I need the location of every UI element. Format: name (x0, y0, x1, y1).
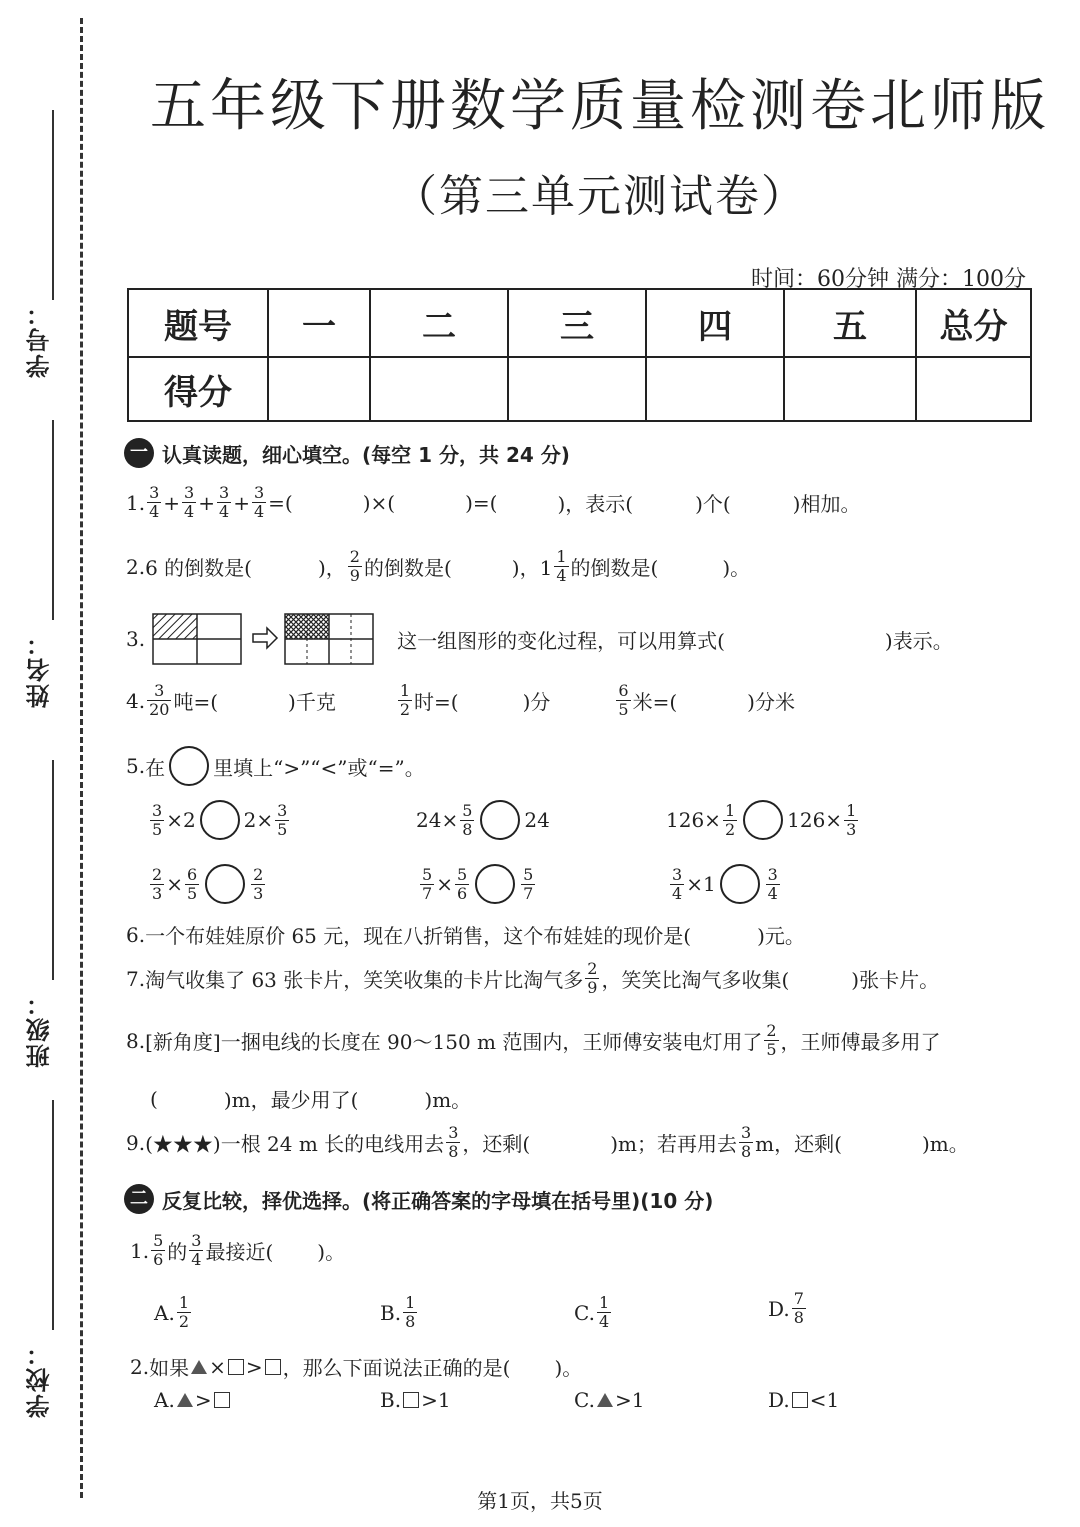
compare-circle[interactable] (480, 800, 520, 840)
text: m，还剩( (755, 1132, 842, 1156)
text: 一个布娃娃原价 65 元，现在八折销售，这个布娃娃的现价是( (145, 924, 692, 948)
school-rule (52, 1100, 54, 1330)
fraction: $\frac{1}{4}$ (598, 1293, 610, 1331)
page-subtitle: （第三单元测试卷） (393, 171, 807, 222)
text: 时=( (414, 690, 459, 714)
text: )元。 (757, 924, 805, 948)
option-letter: A. (154, 1300, 175, 1325)
compare-item-b (416, 800, 550, 840)
option-letter: D. (768, 1296, 790, 1321)
score-table-header: 五 (784, 289, 916, 357)
question-1-8 (126, 1022, 941, 1059)
page-footer: 第1页，共5页 (477, 1489, 603, 1513)
compare-item-e (418, 864, 537, 904)
question-number: 2. (130, 1354, 150, 1379)
option-2-2-a[interactable] (154, 1388, 232, 1412)
text: )表示。 (884, 628, 953, 653)
score-table-header: 总分 (916, 289, 1031, 357)
text: )相加。 (792, 492, 861, 516)
fraction-diagram (151, 612, 391, 666)
compare-item-a (148, 800, 291, 840)
option-letter: C. (574, 1300, 595, 1325)
question-1-1: 1. $\frac{3}{4}$ + $\frac{3}{4}$ + $\frac{3}{4}$ + $\frac{3}{4}$ =( )×( )=( )，表示( )个( )相加。 (126, 483, 861, 521)
text: )，表示( (557, 492, 634, 516)
question-1-8-cont (150, 1084, 471, 1113)
time-score-info: 时间：60分钟 满分：100分 (751, 267, 1026, 292)
option-letter: B. (380, 1388, 402, 1412)
text: ，还剩( (462, 1132, 531, 1156)
school-label: 学校： (26, 1340, 54, 1418)
square-icon (228, 1359, 244, 1375)
text: )， (317, 556, 346, 580)
fraction: $\frac{3}{4}$ (767, 864, 778, 903)
question-number: 2. (126, 554, 146, 579)
fraction: $\frac{6}{5}$ (186, 864, 198, 903)
text: )分 (522, 690, 551, 714)
question-1-6 (126, 920, 805, 949)
class-rule (52, 760, 54, 980)
text: )=( (465, 490, 498, 515)
option-letter: A. (154, 1388, 175, 1412)
triangle-icon (597, 1393, 613, 1407)
text: 126× (666, 808, 721, 832)
class-label: 班级： (26, 990, 54, 1068)
fraction: $\frac{6}{5}$ (618, 681, 629, 719)
option-2-1-b[interactable] (380, 1294, 419, 1331)
score-row-label: 得分 (128, 357, 268, 421)
text: × (209, 1354, 226, 1379)
text: )分米 (747, 690, 795, 714)
fraction: $\frac{1}{2}$ (399, 681, 411, 719)
square-icon (214, 1392, 230, 1408)
text: [新角度]一捆电线的长度在 90～150 m 范围内，王师傅安装电灯用了 (145, 1030, 763, 1054)
question-1-5 (126, 746, 425, 786)
fraction: $\frac{5}{6}$ (456, 864, 468, 903)
fraction: $\frac{3}{4}$ (253, 483, 265, 521)
fraction: $\frac{3}{4}$ (219, 483, 230, 521)
text: 24× (416, 808, 459, 832)
section-2-title: 反复比较，择优选择。(将正确答案的字母填在括号里)(10 分) (162, 1188, 714, 1213)
fraction: $\frac{3}{5}$ (152, 800, 163, 839)
fraction: $\frac{1}{8}$ (405, 1293, 416, 1331)
fraction: $\frac{3}{8}$ (448, 1123, 459, 1161)
text: ×1 (686, 872, 716, 896)
text: 淘气收集了 63 张卡片，笑笑收集的卡片比淘气多 (145, 968, 584, 992)
name-rule (52, 420, 54, 620)
option-letter: C. (574, 1388, 595, 1412)
fraction: $\frac{2}{9}$ (349, 547, 360, 585)
text: 126× (787, 808, 843, 832)
score-cell[interactable] (268, 357, 370, 421)
text: >1 (421, 1388, 451, 1412)
score-table (127, 288, 1032, 422)
fraction: $\frac{2}{3}$ (152, 864, 163, 903)
text: 米=( (632, 690, 678, 714)
fraction: $\frac{1}{2}$ (724, 800, 736, 839)
text: =( (268, 490, 293, 515)
question-1-9 (126, 1124, 969, 1161)
text: 24 (524, 808, 550, 832)
question-number: 1. (126, 490, 146, 515)
question-1-2 (126, 548, 750, 585)
question-number: 1. (130, 1238, 150, 1263)
text: ，笑笑比淘气多收集( (601, 968, 790, 992)
text: 最接近( (205, 1240, 274, 1264)
text: )个( (695, 492, 731, 516)
fraction: $\frac{3}{4}$ (184, 483, 195, 521)
text: )张卡片。 (851, 968, 940, 992)
text: )。 (722, 556, 751, 580)
student-id-label: 学号： (26, 300, 54, 378)
text: >1 (614, 1388, 645, 1412)
score-table-header: 二 (370, 289, 508, 357)
text: )千克 (288, 690, 336, 714)
page-title: 五年级下册数学质量检测卷北师版 (150, 74, 1050, 139)
fraction: $\frac{3}{4}$ (191, 1231, 202, 1269)
question-number: 8. (126, 1028, 146, 1053)
text: > (245, 1354, 263, 1379)
option-2-1-d[interactable] (768, 1290, 808, 1327)
text: 的 (167, 1240, 188, 1264)
text: 6 的倒数是( (145, 556, 252, 580)
text: × (166, 872, 183, 896)
compare-circle[interactable] (720, 864, 760, 904)
question-number: 9. (126, 1130, 146, 1155)
compare-circle[interactable] (205, 864, 245, 904)
section-1-title: 认真读题，细心填空。(每空 1 分，共 24 分) (162, 442, 570, 467)
fraction: $\frac{2}{3}$ (253, 864, 264, 903)
binding-dashed-line (80, 18, 83, 1498)
section-1-heading (124, 438, 570, 468)
fraction: $\frac{1}{2}$ (178, 1293, 189, 1331)
student-id-rule (52, 110, 54, 300)
text: )m，最少用了( (223, 1088, 359, 1112)
text: )×( (362, 490, 396, 515)
question-number: 7. (126, 966, 146, 991)
fraction: $\frac{3}{20}$ (149, 681, 170, 719)
text: 2× (243, 808, 274, 832)
text: )m。 (424, 1088, 472, 1112)
score-cell[interactable] (784, 357, 916, 421)
option-2-1-c[interactable] (574, 1294, 613, 1331)
text: 的倒数是( (363, 556, 452, 580)
text: > (194, 1388, 212, 1412)
text: × (436, 872, 453, 896)
text: 在 (145, 755, 166, 780)
fraction: $\frac{3}{5}$ (277, 800, 288, 839)
question-2-2 (130, 1352, 582, 1381)
compare-circle-example (169, 746, 209, 786)
score-cell[interactable] (370, 357, 508, 421)
question-number: 5. (126, 754, 146, 778)
fraction: $\frac{7}{8}$ (793, 1289, 804, 1327)
square-icon (792, 1392, 808, 1408)
question-number: 6. (126, 922, 146, 947)
compare-circle[interactable] (200, 800, 240, 840)
fraction: $\frac{5}{7}$ (422, 864, 433, 903)
option-2-2-c[interactable] (574, 1388, 644, 1412)
question-number: 3. (126, 627, 146, 651)
text: )，1 (511, 556, 553, 580)
fraction: $\frac{5}{8}$ (462, 800, 473, 839)
score-table-header: 题号 (128, 289, 268, 357)
text: ×2 (166, 808, 196, 832)
section-2-heading (124, 1184, 713, 1214)
text: ，王师傅最多用了 (780, 1030, 941, 1054)
text: (★★★)一根 24 m 长的电线用去 (145, 1132, 445, 1156)
score-cell[interactable] (508, 357, 646, 421)
option-2-1-a[interactable] (154, 1294, 193, 1331)
compare-item-d (148, 864, 267, 904)
question-2-1 (130, 1232, 345, 1269)
score-cell[interactable] (916, 357, 1031, 421)
option-2-2-b[interactable] (380, 1388, 451, 1412)
text: 吨=( (173, 690, 219, 714)
compare-circle[interactable] (743, 800, 783, 840)
fraction: $\frac{5}{7}$ (523, 864, 534, 903)
text: )。 (317, 1240, 346, 1264)
fraction: $\frac{3}{4}$ (672, 864, 683, 903)
fraction: $\frac{5}{6}$ (153, 1231, 164, 1269)
text: ，那么下面说法正确的是( (282, 1356, 511, 1380)
question-number: 4. (126, 688, 146, 713)
square-icon (265, 1359, 281, 1375)
square-icon (403, 1392, 419, 1408)
text: )m；若再用去 (610, 1132, 737, 1156)
question-1-7 (126, 960, 939, 997)
compare-item-f (668, 864, 782, 904)
section-1-badge: 一 (124, 438, 154, 468)
score-table-header: 一 (268, 289, 370, 357)
score-table-header: 四 (646, 289, 784, 357)
compare-item-c (666, 800, 860, 840)
text: 这一组图形的变化过程，可以用算式( (397, 628, 725, 653)
text: )m。 (921, 1132, 969, 1156)
fraction: $\frac{2}{5}$ (766, 1021, 777, 1059)
triangle-icon (177, 1393, 193, 1407)
question-1-4 (126, 682, 795, 719)
fraction: $\frac{3}{8}$ (740, 1123, 752, 1161)
compare-circle[interactable] (475, 864, 515, 904)
name-label: 姓名： (26, 630, 54, 708)
text: ( (150, 1086, 158, 1111)
option-2-2-d[interactable] (768, 1388, 839, 1412)
triangle-icon (191, 1360, 207, 1374)
question-1-3 (126, 612, 953, 666)
fraction: $\frac{1}{3}$ (846, 800, 857, 839)
option-letter: B. (380, 1300, 402, 1325)
score-table-header: 三 (508, 289, 646, 357)
text: 里填上“>”“<”或“=”。 (213, 755, 425, 780)
text: )。 (554, 1356, 583, 1380)
text: 如果 (149, 1356, 190, 1380)
score-cell[interactable] (646, 357, 784, 421)
section-2-badge: 二 (124, 1184, 154, 1214)
text: <1 (809, 1388, 840, 1412)
text: 的倒数是( (570, 556, 659, 580)
option-letter: D. (768, 1388, 790, 1412)
fraction: $\frac{1}{4}$ (556, 547, 567, 585)
fraction: $\frac{2}{9}$ (587, 959, 598, 997)
fraction: $\frac{3}{4}$ (149, 483, 160, 521)
